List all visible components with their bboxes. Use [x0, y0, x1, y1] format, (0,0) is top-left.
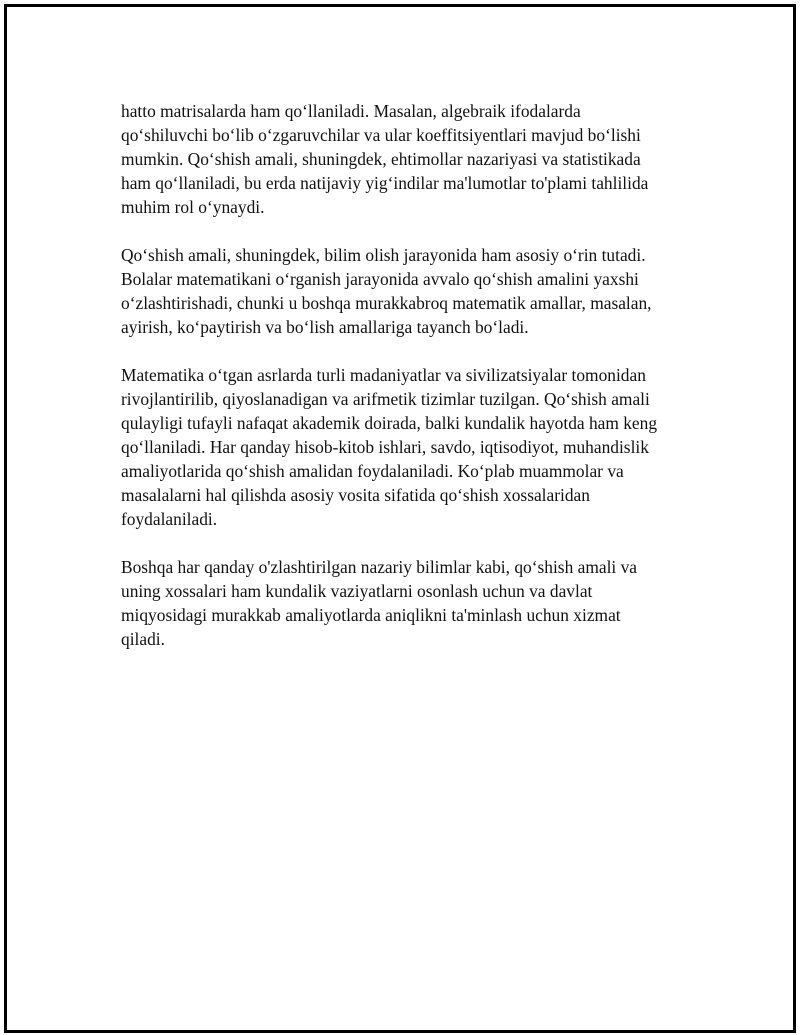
page-frame [4, 4, 796, 1033]
text-line: amaliyotlarida qo‘shish amalidan foydalaniladi. Ko‘plab muammolar va [121, 461, 624, 481]
text-line: foydalaniladi. [121, 509, 218, 529]
text-line: miqyosidagi murakkab amaliyotlarda aniqlikni ta'minlash uchun xizmat [121, 605, 621, 625]
text-line: Matematika o‘tgan asrlarda turli madaniyatlar va sivilizatsiyalar tomonidan [121, 365, 646, 385]
text-line: qo‘llaniladi. Har qanday hisob-kitob ishlari, savdo, iqtisodiyot, muhandislik [121, 437, 649, 457]
paragraph-1 [121, 99, 701, 219]
text-line: o‘zlashtirishadi, chunki u boshqa murakkabroq matematik amallar, masalan, [121, 293, 652, 313]
text-line: qulayligi tufayli nafaqat akademik doirada, balki kundalik hayotda ham keng [121, 413, 658, 433]
text-line: uning xossalari ham kundalik vaziyatlarni osonlash uchun va davlat [121, 581, 593, 601]
text-line: hatto matrisalarda ham qo‘llaniladi. Masalan, algebraik ifodalarda [121, 101, 581, 121]
text-line: qiladi. [121, 629, 165, 649]
document-body [121, 99, 701, 675]
paragraph-4 [121, 555, 701, 651]
text-line: ham qo‘llaniladi, bu erda natijaviy yig‘indilar ma'lumotlar to'plami tahlilida [121, 173, 649, 193]
text-line: Bolalar matematikani o‘rganish jarayonida avvalo qo‘shish amalini yaxshi [121, 269, 639, 289]
text-line: Qo‘shish amali, shuningdek, bilim olish jarayonida ham asosiy o‘rin tutadi. [121, 245, 646, 265]
paragraph-2 [121, 243, 701, 339]
text-line: ayirish, ko‘paytirish va bo‘lish amallariga tayanch bo‘ladi. [121, 317, 529, 337]
text-line: Boshqa har qanday o'zlashtirilgan nazariy bilimlar kabi, qo‘shish amali va [121, 557, 638, 577]
text-line: rivojlantirilib, qiyoslanadigan va arifmetik tizimlar tuzilgan. Qo‘shish amali [121, 389, 650, 409]
text-line: masalalarni hal qilishda asosiy vosita sifatida qo‘shish xossalaridan [121, 485, 590, 505]
text-line: muhim rol o‘ynaydi. [121, 197, 265, 217]
text-line: qo‘shiluvchi bo‘lib o‘zgaruvchilar va ular koeffitsiyentlari mavjud bo‘lishi [121, 125, 641, 145]
paragraph-3 [121, 363, 701, 531]
text-line: mumkin. Qo‘shish amali, shuningdek, ehtimollar nazariyasi va statistikada [121, 149, 641, 169]
